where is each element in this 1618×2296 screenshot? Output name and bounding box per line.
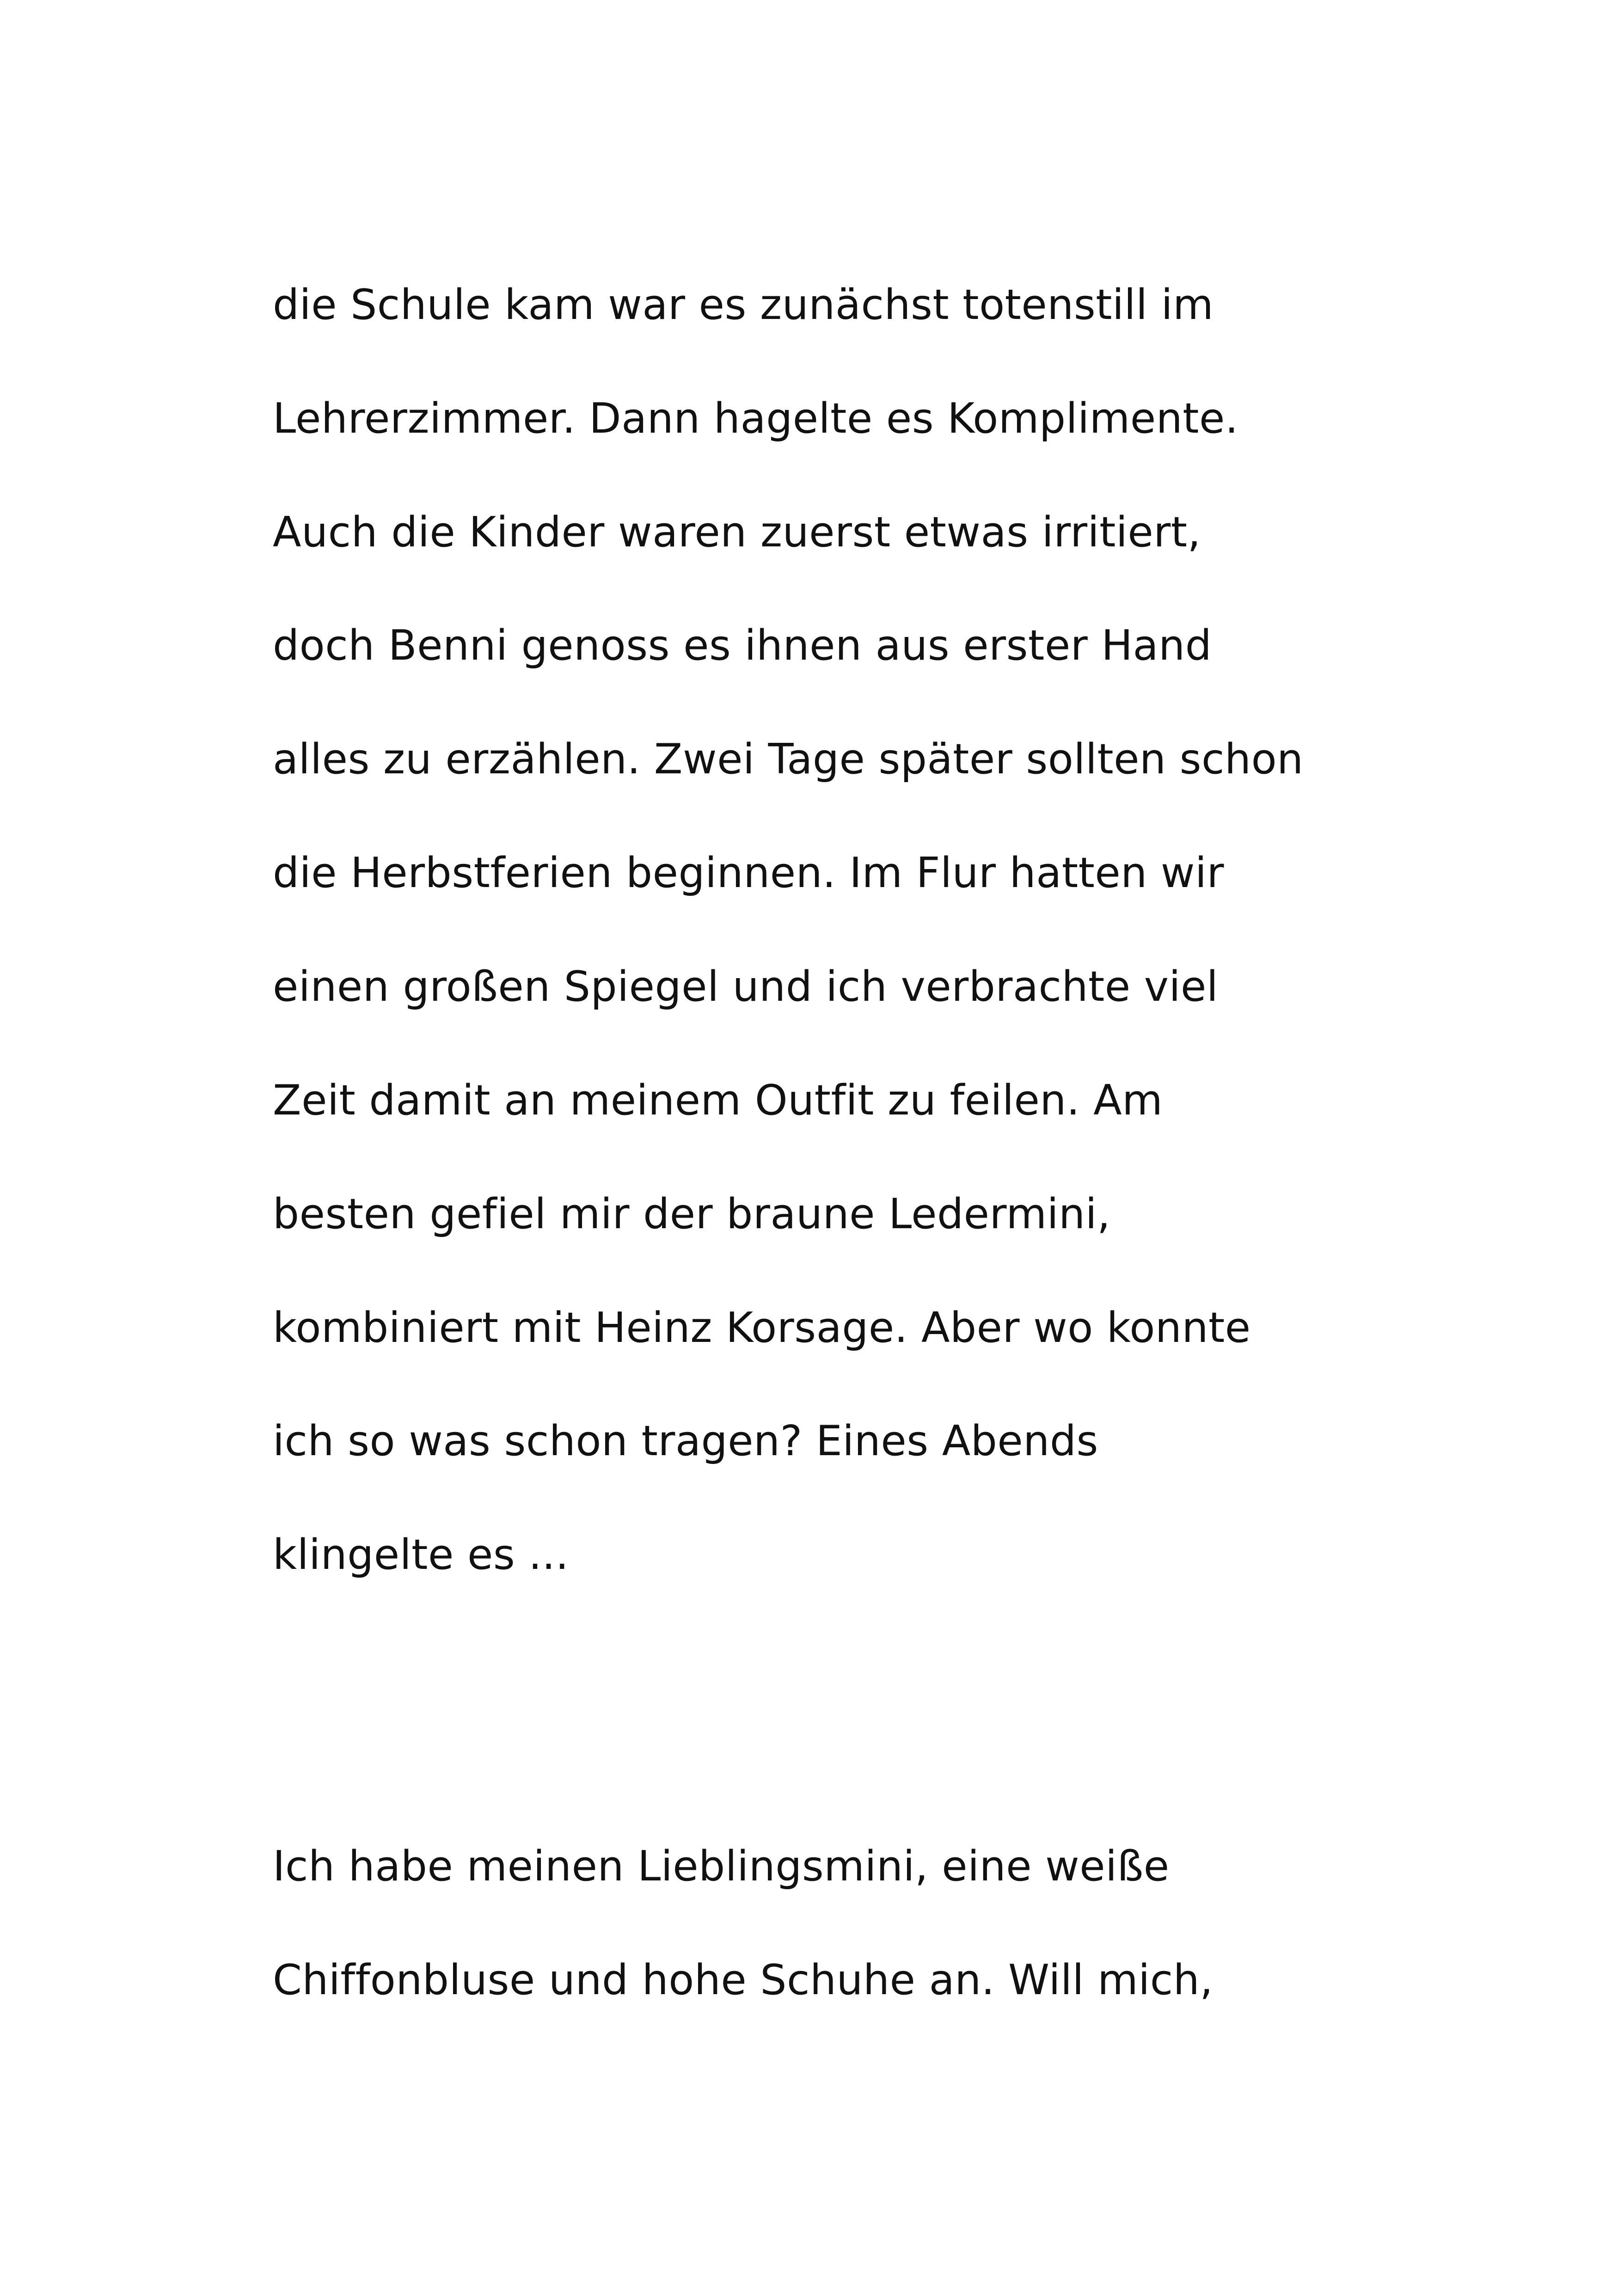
text-line: doch Benni genoss es ihnen aus erster Hand	[273, 621, 1212, 670]
text-line: einen großen Spiegel und ich verbrachte viel	[273, 962, 1219, 1011]
text-line: klingelte es ...	[273, 1531, 569, 1579]
text-line: alles zu erzählen. Zwei Tage später sollten schon	[273, 735, 1304, 784]
text-line: Chiffonbluse und hohe Schuhe an. Will mich,	[273, 1956, 1214, 2004]
text-line: besten gefiel mir der braune Ledermini,	[273, 1190, 1111, 1238]
text-line: die Herbstferien beginnen. Im Flur hatten wir	[273, 849, 1225, 897]
text-line: Auch die Kinder waren zuerst etwas irritiert,	[273, 508, 1201, 557]
text-line: Lehrerzimmer. Dann hagelte es Komplimente.	[273, 394, 1239, 443]
text-line: Zeit damit an meinem Outfit zu feilen. Am	[273, 1076, 1163, 1125]
text-line: die Schule kam war es zunächst totenstill im	[273, 281, 1214, 329]
text-line: kombiniert mit Heinz Korsage. Aber wo konnte	[273, 1304, 1251, 1352]
text-line: Ich habe meinen Lieblingsmini, eine weiße	[273, 1842, 1170, 1891]
text-line: ich so was schon tragen? Eines Abends	[273, 1417, 1098, 1465]
